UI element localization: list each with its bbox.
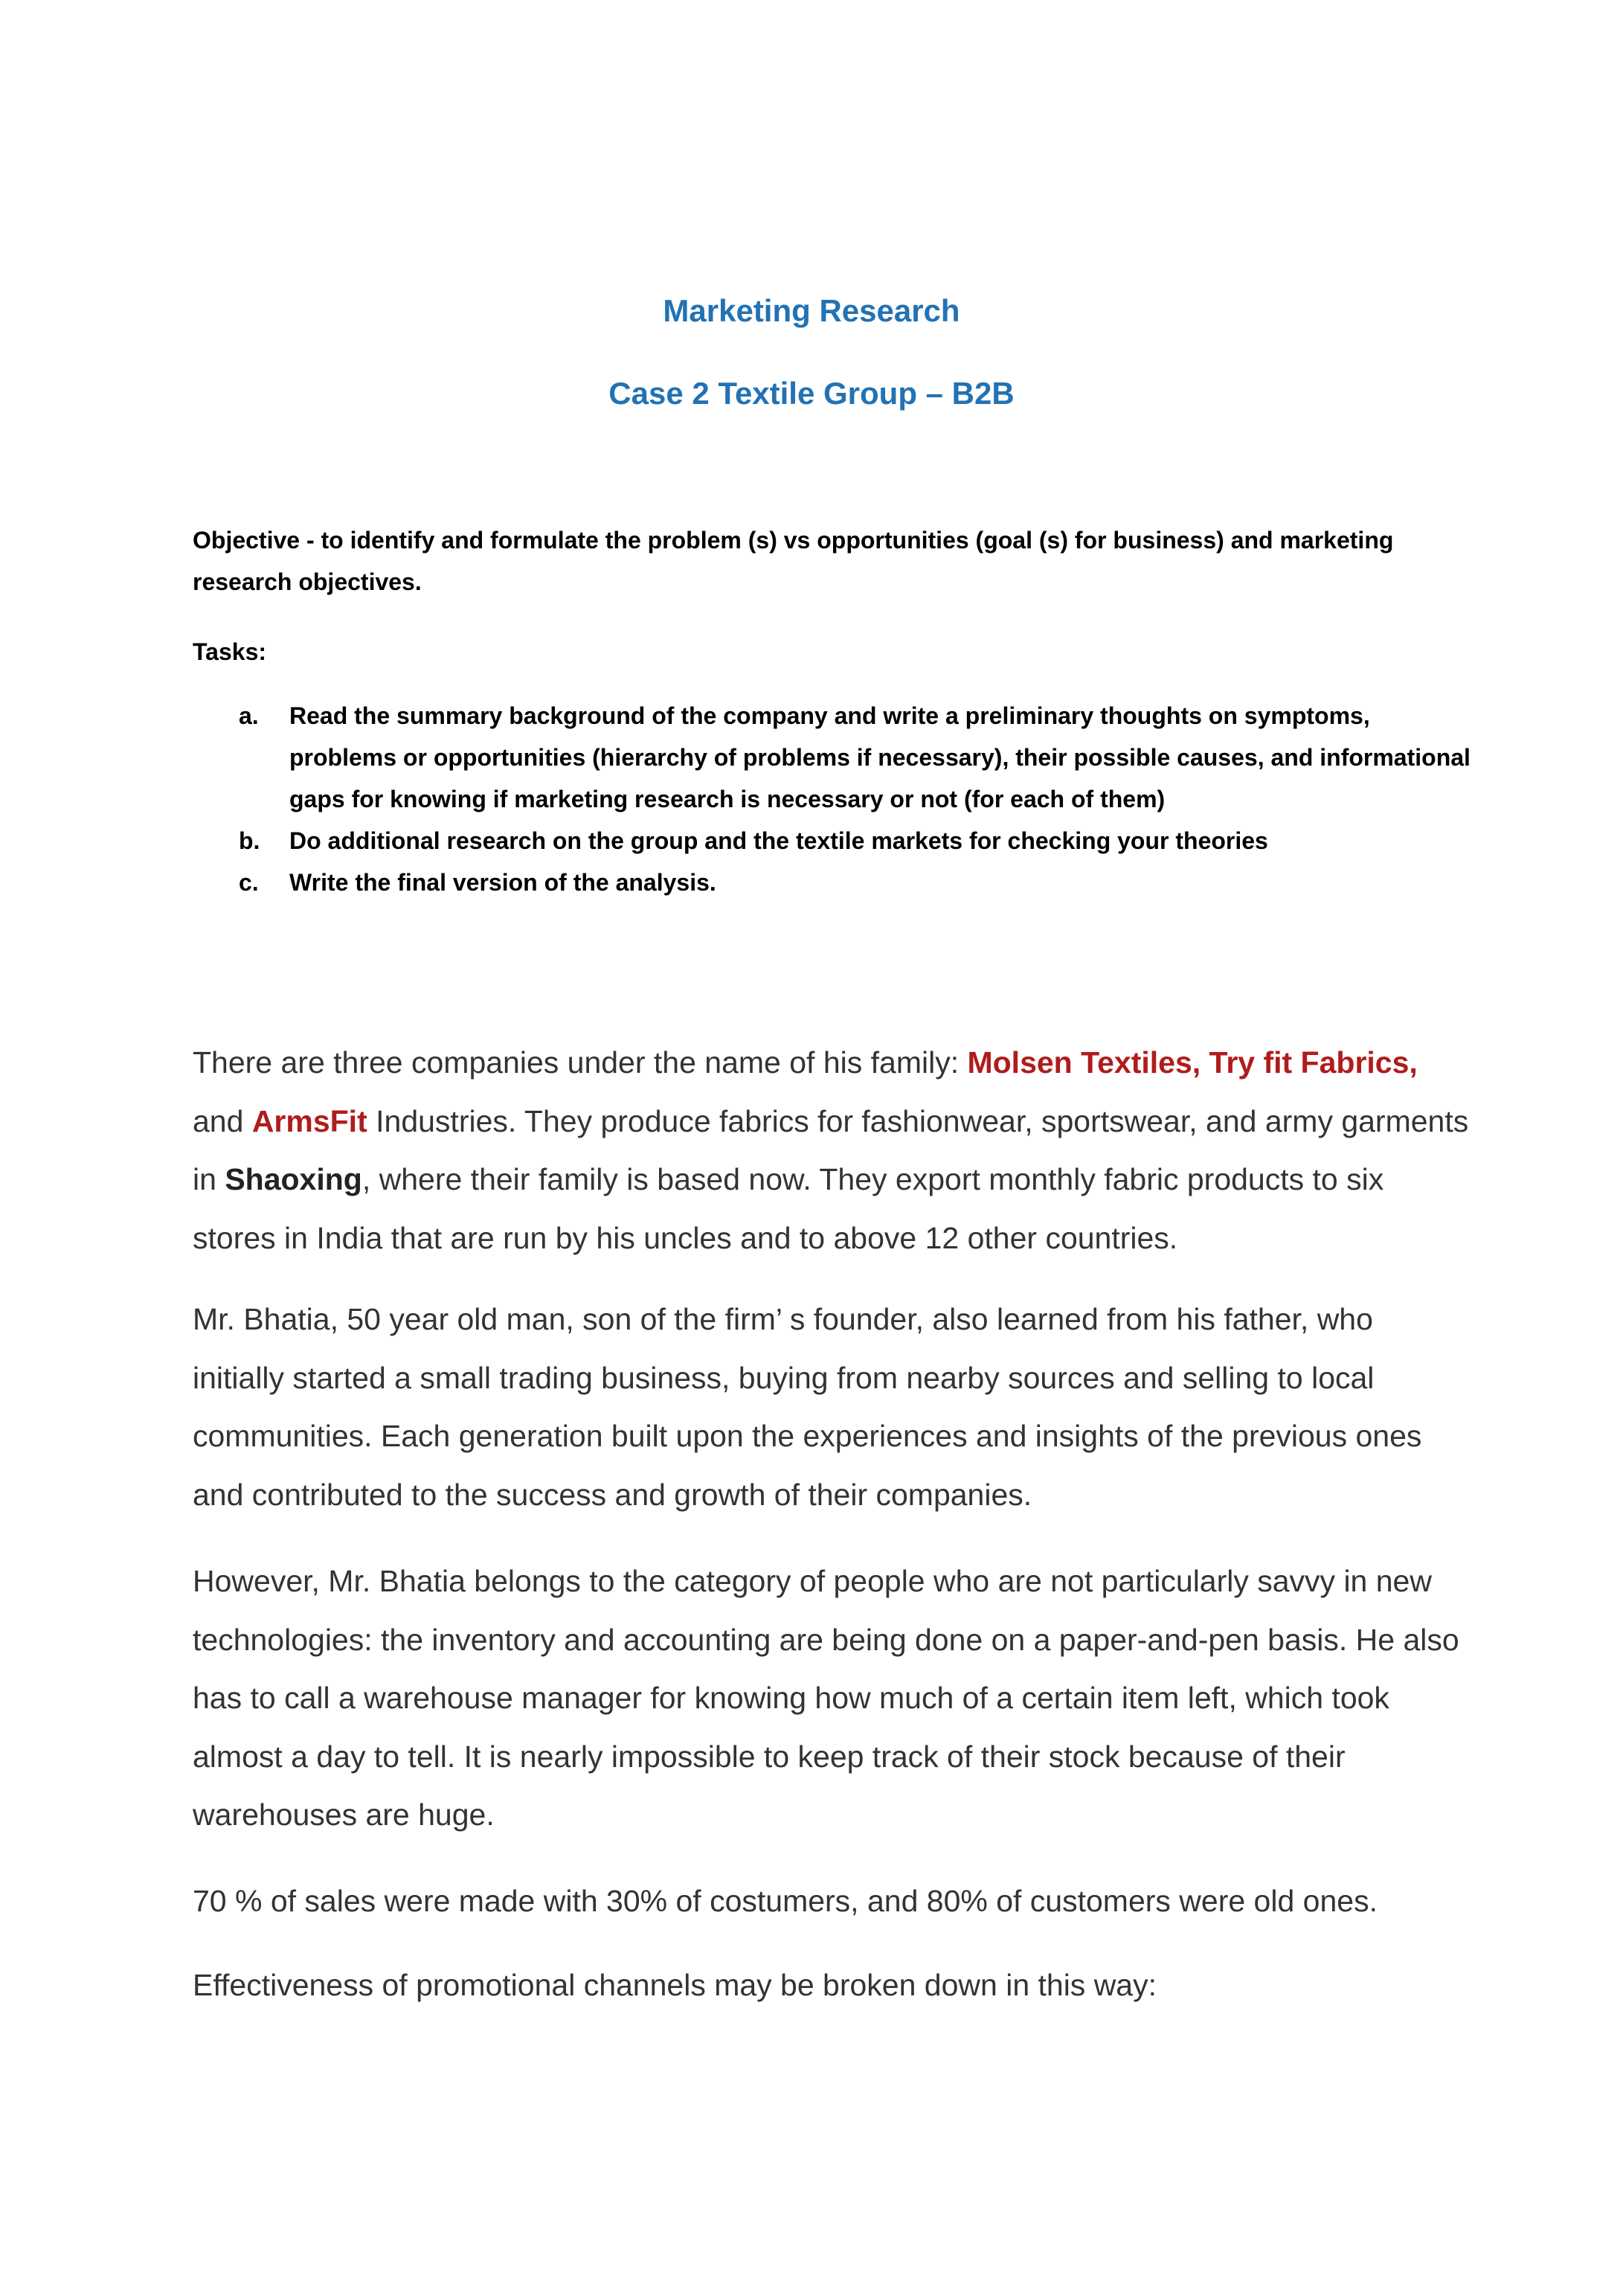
paragraph-history: Mr. Bhatia, 50 year old man, son of the firm’ s founder, also learned from his father, who initially started a small trading business, buying from nearby sources and selling to local communities. Each generation built upon the experiences and insights of the previous ones and contributed to the success and growth of their companies.	[193, 1302, 1422, 1512]
tasks-label: Tasks:	[193, 638, 267, 665]
company-names-highlight: Molsen Textiles, Try fit Fabrics,	[967, 1045, 1418, 1080]
paragraph-sales: 70 % of sales were made with 30% of costumers, and 80% of customers were old ones.	[193, 1884, 1378, 1918]
objective-text: Objective - to identify and formulate the problem (s) vs opportunities (goal (s) for business) and marketing research objectives.	[193, 527, 1394, 595]
task-item	[193, 862, 1472, 903]
text-run: and	[193, 1103, 252, 1138]
task-text: Read the summary background of the company and write a preliminary thoughts on symptoms, problems or opportunities (hierarchy of problems if necessary), their possible causes, and informational gaps for knowing if marketing research is necessary or not (for each of them)	[289, 702, 1471, 812]
task-marker: b.	[239, 827, 260, 854]
task-item	[193, 695, 1472, 820]
task-item	[193, 820, 1472, 862]
paragraph-companies	[193, 1033, 1472, 1267]
task-marker: c.	[239, 869, 259, 896]
text-run: There are three companies under the name of his family:	[193, 1045, 968, 1080]
task-text: Write the final version of the analysis.	[289, 869, 716, 896]
text-run: , where their family is based now. They export monthly fabric products to six stores in India that are run by his uncles and to above 12 other countries.	[193, 1162, 1384, 1255]
document-subtitle: Case 2 Textile Group – B2B	[608, 376, 1015, 411]
city-highlight: Shaoxing	[225, 1162, 362, 1196]
task-list	[193, 695, 1472, 903]
task-marker: a.	[239, 702, 259, 729]
paragraph-promotion: Effectiveness of promotional channels may be broken down in this way:	[193, 1968, 1157, 2002]
company-name-highlight: ArmsFit	[251, 1103, 367, 1138]
paragraph-technology: However, Mr. Bhatia belongs to the category of people who are not particularly savvy in new technologies: the inventory and accounting are being done on a paper-and-pen basis. He also has to call a warehouse manager for knowing how much of a certain item left, which took almost a day to tell. It is nearly impossible to keep track of their stock because of their warehouses are huge.	[193, 1564, 1459, 1832]
document-title: Marketing Research	[663, 293, 960, 328]
text-run: Industries. They produce fabrics for fashionwear, sportswear, and army garments in	[193, 1103, 1469, 1196]
task-text: Do additional research on the group and the textile markets for checking your theories	[289, 827, 1268, 854]
